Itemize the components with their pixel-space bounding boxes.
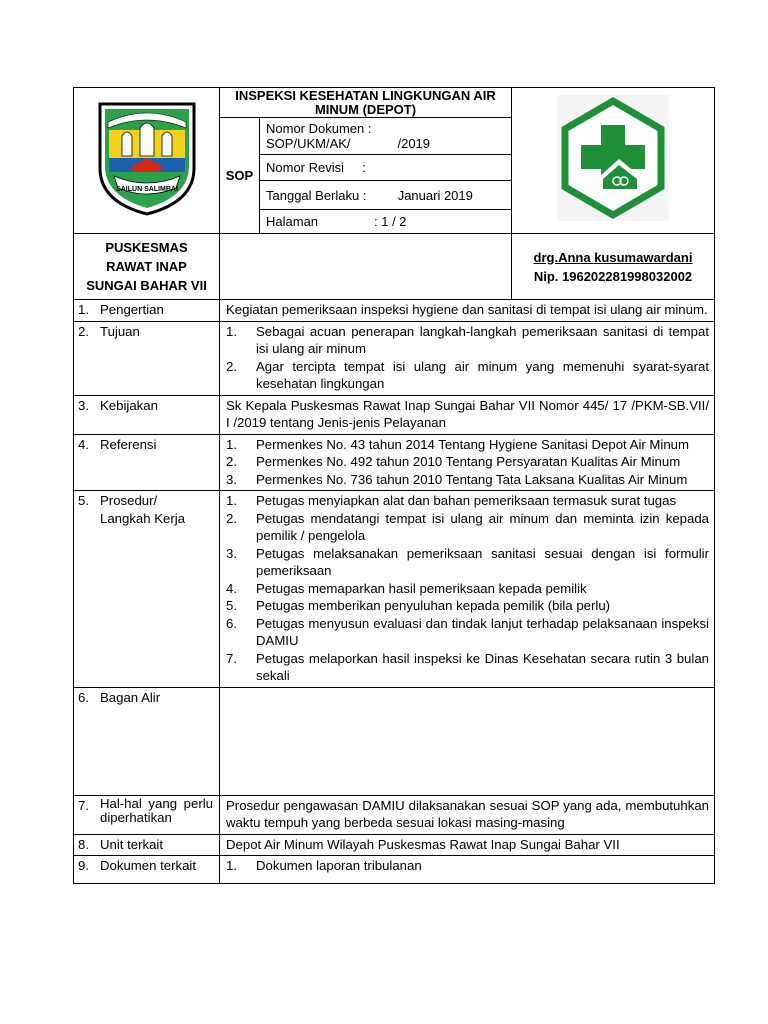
signatory-name: drg.Anna kusumawardani: [533, 249, 693, 265]
bagan-alir-area: [220, 687, 715, 795]
list-item: 2. Agar tercipta tempat isi ulang air minum yang memenuhi syarat-syarat kesehatan lingkungan: [226, 358, 709, 391]
hal-hal-text: Prosedur pengawasan DAMIU dilaksanakan sesuai SOP yang ada, membutuhkan waktu tempuh yang berbeda sesuai lokasi masing-masing: [220, 795, 715, 834]
row-number: 8.: [78, 836, 89, 852]
tanggal-berlaku: [260, 181, 512, 210]
org-line3: SUNGAI BAHAR VII: [86, 278, 207, 293]
row-label: [74, 795, 220, 834]
row-number: 1.: [78, 302, 89, 317]
row-label: [74, 856, 220, 884]
row-number: 5.: [78, 493, 89, 508]
row-label: [74, 434, 220, 491]
unit-terkait-text: Depot Air Minum Wilayah Puskesmas Rawat Inap Sungai Bahar VII: [220, 834, 715, 856]
dokumen-terkait-list: [220, 856, 715, 884]
row-number: 6.: [78, 689, 89, 705]
tanggal-berlaku-label: Tanggal Berlaku :: [266, 187, 367, 203]
org-line1: PUSKESMAS: [105, 240, 188, 255]
row-label-text: Unit terkait: [100, 836, 164, 852]
regency-emblem-icon: [92, 98, 202, 218]
list-item: 4. Petugas memaparkan hasil pemeriksaan kepada pemilik: [226, 580, 587, 596]
signatory-nip: Nip. 196202281998032002: [533, 268, 693, 284]
halaman-label: Halaman: [266, 214, 319, 229]
signatory: [512, 234, 715, 300]
regency-logo-cell: [74, 88, 220, 234]
list-item: 3. Permenkes No. 736 tahun 2010 Tentang Tata Laksana Kualitas Air Minum: [226, 471, 688, 487]
row-label-text: Bagan Alir: [100, 689, 161, 705]
org-line2: RAWAT INAP: [106, 259, 187, 274]
row-label-text: Hal-hal yang perlu diperhatikan: [100, 795, 213, 825]
prosedur-list: [220, 491, 715, 688]
tanggal-berlaku-value: Januari 2019: [397, 187, 473, 203]
row-number: 9.: [78, 858, 89, 873]
pengertian-text: Kegiatan pemeriksaan inspeksi hygiene dan sanitasi di tempat isi ulang air minum.: [220, 300, 715, 322]
row-label: [74, 321, 220, 395]
list-item: 7. Petugas melaporkan hasil inspeksi ke Dinas Kesehatan secara rutin 3 bulan sekali: [226, 650, 709, 683]
nomor-dokumen-label: Nomor Dokumen :: [266, 121, 372, 136]
halaman-value: : 1 / 2: [374, 214, 407, 229]
document-title: INSPEKSI KESEHATAN LINGKUNGAN AIR MINUM (DEPOT): [220, 88, 512, 118]
row-label-text: Pengertian: [100, 302, 164, 317]
nomor-revisi: Nomor Revisi :: [260, 155, 512, 181]
list-item: 3. Petugas melaksanakan pemeriksaan sanitasi sesuai dengan isi formulir pemeriksaan: [226, 545, 709, 578]
row-label: [74, 300, 220, 322]
referensi-list: [220, 434, 715, 491]
row-label-text: Tujuan: [100, 323, 140, 339]
row-number: 3.: [78, 397, 89, 413]
sop-table: [73, 87, 715, 884]
nomor-dokumen-value: SOP/UKM/AK/ /2019: [266, 136, 431, 151]
row-label-text: Dokumen terkait: [100, 858, 197, 873]
row-label-text: Langkah Kerja: [100, 510, 186, 526]
svg-text:SAILUN SALIMBAI: SAILUN SALIMBAI: [115, 186, 178, 194]
row-label-text: Prosedur/: [100, 493, 158, 508]
halaman: [260, 210, 512, 234]
list-item: 2. Permenkes No. 492 tahun 2010 Tentang Persyaratan Kualitas Air Minum: [226, 454, 681, 469]
row-label-text: Kebijakan: [100, 397, 158, 413]
puskesmas-logo-cell: [512, 88, 715, 234]
row-label: [74, 395, 220, 434]
sop-document: [73, 87, 714, 884]
row-label: [74, 491, 220, 688]
row-label: [74, 687, 220, 795]
list-item: 6. Petugas menyusun evaluasi dan tindak lanjut terhadap pelaksanaan inspeksi DAMIU: [226, 615, 709, 648]
row-label-text: Referensi: [100, 436, 157, 452]
puskesmas-logo-icon: [557, 95, 669, 221]
list-item: 1. Petugas menyiapkan alat dan bahan pemeriksaan termasuk surat tugas: [226, 493, 677, 508]
row-label: [74, 834, 220, 856]
row-number: 2.: [78, 323, 89, 339]
sop-label: SOP: [220, 118, 260, 234]
empty-cell: [220, 234, 512, 300]
puskesmas-name: [74, 234, 220, 300]
kebijakan-text: Sk Kepala Puskesmas Rawat Inap Sungai Bahar VII Nomor 445/ 17 /PKM-SB.VII/ I /2019 tentang Jenis-jenis Pelayanan: [220, 395, 715, 434]
list-item: 1. Sebagai acuan penerapan langkah-langkah pemeriksaan sanitasi di tempat isi ulang air minum: [226, 323, 709, 356]
tujuan-list: [220, 321, 715, 395]
list-item: 1. Dokumen laporan tribulanan: [226, 858, 422, 873]
row-number: 7.: [78, 797, 89, 813]
list-item: 2. Petugas mendatangi tempat isi ulang air minum dan meminta izin kepada pemilik / pengelola: [226, 510, 709, 543]
list-item: 1. Permenkes No. 43 tahun 2014 Tentang Hygiene Sanitasi Depot Air Minum: [226, 436, 690, 452]
row-number: 4.: [78, 436, 89, 452]
list-item: 5. Petugas memberikan penyuluhan kepada pemilik (bila perlu): [226, 598, 611, 613]
nomor-dokumen: [260, 118, 512, 155]
